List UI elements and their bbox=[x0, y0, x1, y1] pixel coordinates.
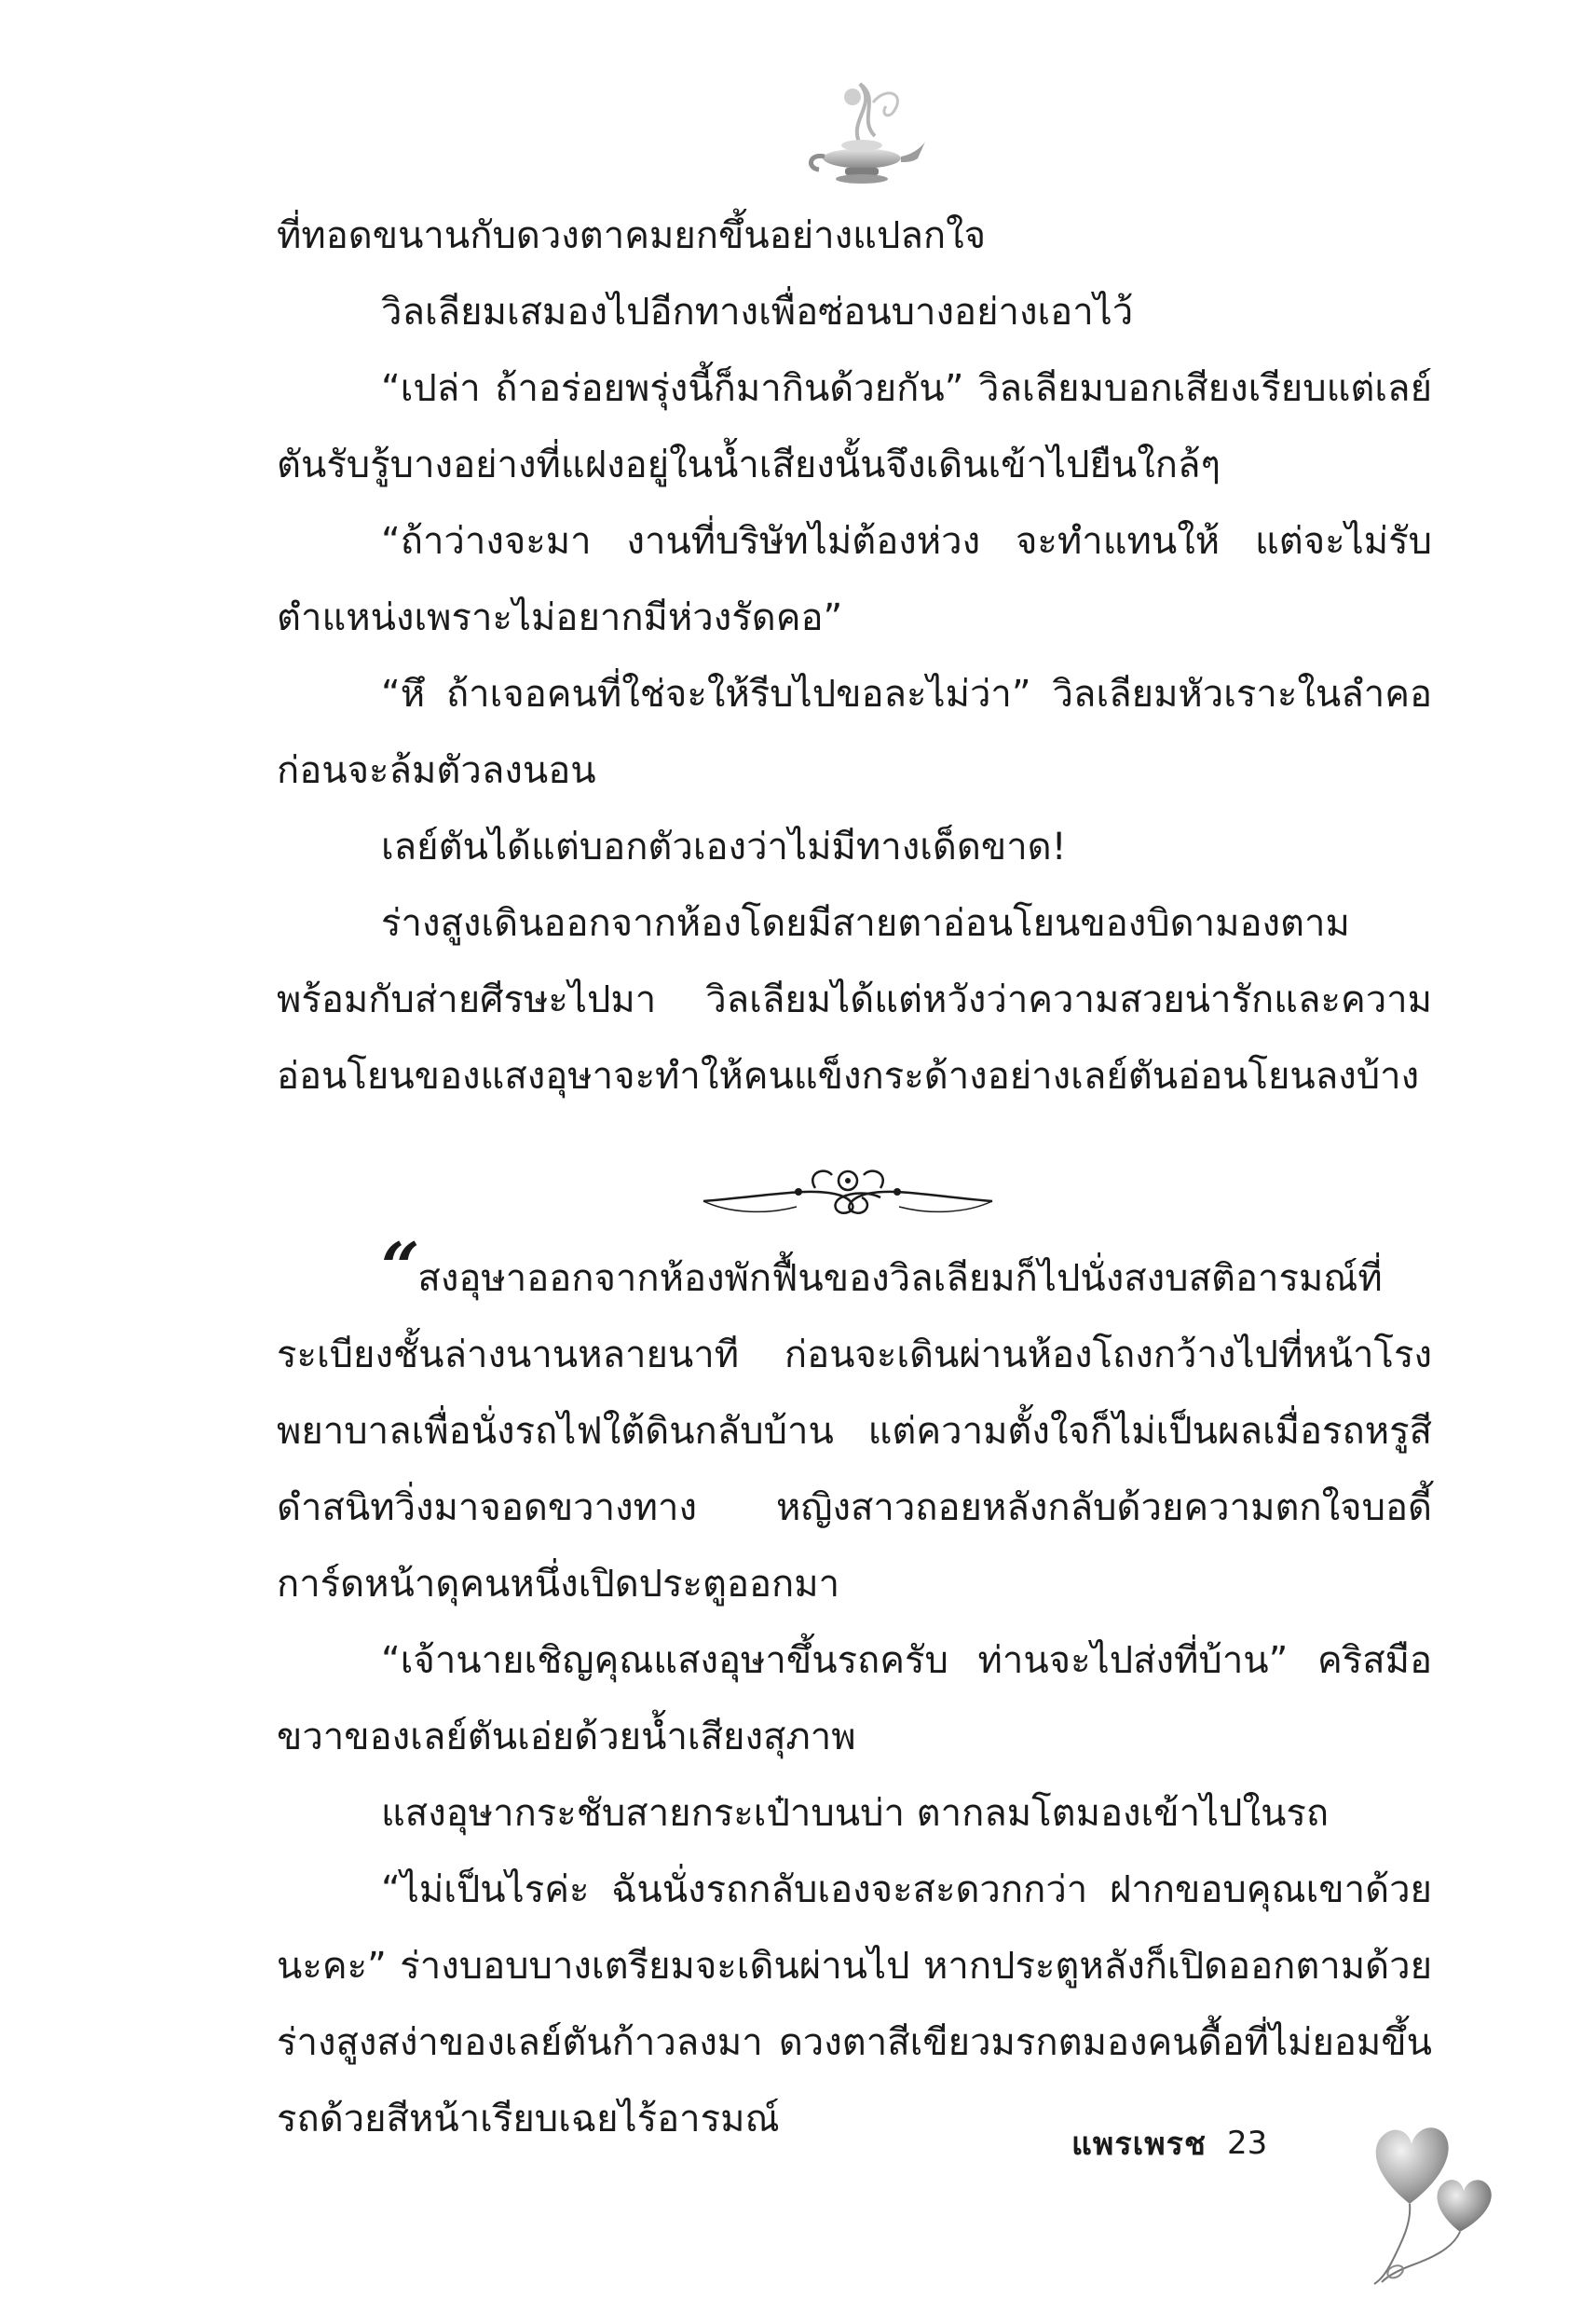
paragraph: แสงอุษากระชับสายกระเป๋าบนบ่า ตากลมโตมองเข้าไปในรถ bbox=[381, 1792, 1330, 1835]
body-text-section-1 bbox=[277, 198, 1432, 1114]
paragraph: “เปล่า ถ้าอร่อยพรุ่งนี้ก็มากินด้วยกัน” วิลเลียมบอกเสียงเรียบแต่เลย์ตันรับรู้บางอย่างที่แฝงอยู่ในน้ำเสียงนั้นจึงเดินเข้าไปยืนใกล้ๆ bbox=[277, 367, 1432, 486]
heart-balloons-icon bbox=[1356, 2101, 1514, 2288]
paragraph: “หึ ถ้าเจอคนที่ใช่จะให้รีบไปขอละไม่ว่า” วิลเลียมหัวเราะในลำคอก่อนจะล้มตัวลงนอน bbox=[277, 673, 1432, 792]
genie-lamp-ornament-icon bbox=[797, 65, 927, 196]
paragraph: “เจ้านายเชิญคุณแสงอุษาขึ้นรถครับ ท่านจะไปส่งที่บ้าน” คริสมือขวาของเลย์ตันเอ่ยด้วยน้ำเสียงสุภาพ bbox=[277, 1639, 1432, 1758]
paragraph: เลย์ตันได้แต่บอกตัวเองว่าไม่มีทางเด็ดขาด! bbox=[381, 826, 1067, 868]
paragraph: “ถ้าว่างจะมา งานที่บริษัทไม่ต้องห่วง จะทำแทนให้ แต่จะไม่รับตำแหน่งเพราะไม่อยากมีห่วงรัดคอ” bbox=[277, 520, 1432, 639]
paragraph: ร่างสูงเดินออกจากห้องโดยมีสายตาอ่อนโยนของบิดามองตามพร้อมกับส่ายศีรษะไปมา วิลเลียมได้แต่หวังว่าความสวยน่ารักและความอ่อนโยนของแสงอุษาจะทำให้คนแข็งกระด้างอย่างเลย์ตันอ่อนโยนลงบ้าง bbox=[277, 902, 1432, 1098]
paragraph: ที่ทอดขนานกับดวงตาคมยกขึ้นอย่างแปลกใจ bbox=[277, 214, 987, 257]
paragraph: “ไม่เป็นไรค่ะ ฉันนั่งรถกลับเองจะสะดวกกว่า ฝากขอบคุณเขาด้วยนะคะ” ร่างบอบบางเตรียมจะเดินผ่านไป หากประตูหลังก็เปิดออกตามด้วยร่างสูงสง่าของเลย์ตันก้าวลงมา ดวงตาสีเขียวมรกตมองคนดื้อที่ไม่ยอมขึ้นรถด้วยสีหน้าเรียบเฉยไร้อารมณ์ bbox=[277, 1868, 1432, 2140]
paragraph-text: สงอุษาออกจากห้องพักฟื้นของวิลเลียมก็ไปนั่งสงบสติอารมณ์ที่ระเบียงชั้นล่างนานหลายนาที ก่อนจะเดินผ่านห้องโถงกว้างไปที่หน้าโรงพยาบาลเพื่อนั่งรถไฟใต้ดินกลับบ้าน แต่ความตั้งใจก็ไม่เป็นผลเมื่อรถหรูสีดำสนิทวิ่งมาจอดขวางทาง หญิงสาวถอยหลังกลับด้วยความตกใจบอดี้การ์ดหน้าดุคนหนึ่งเปิดประตูออกมา bbox=[277, 1257, 1432, 1606]
paragraph: วิลเลียมเสมองไปอีกทางเพื่อซ่อนบางอย่างเอาไว้ bbox=[381, 291, 1134, 334]
body-text-section-2 bbox=[277, 1227, 1432, 2157]
page-number: 23 bbox=[1226, 2125, 1268, 2162]
flourish-divider-icon bbox=[694, 1160, 1002, 1225]
page-footer bbox=[1071, 2115, 1267, 2171]
drop-cap: “ bbox=[381, 1227, 415, 1306]
author-name: แพรเพรช bbox=[1071, 2126, 1207, 2163]
paragraph bbox=[277, 1227, 1432, 1622]
